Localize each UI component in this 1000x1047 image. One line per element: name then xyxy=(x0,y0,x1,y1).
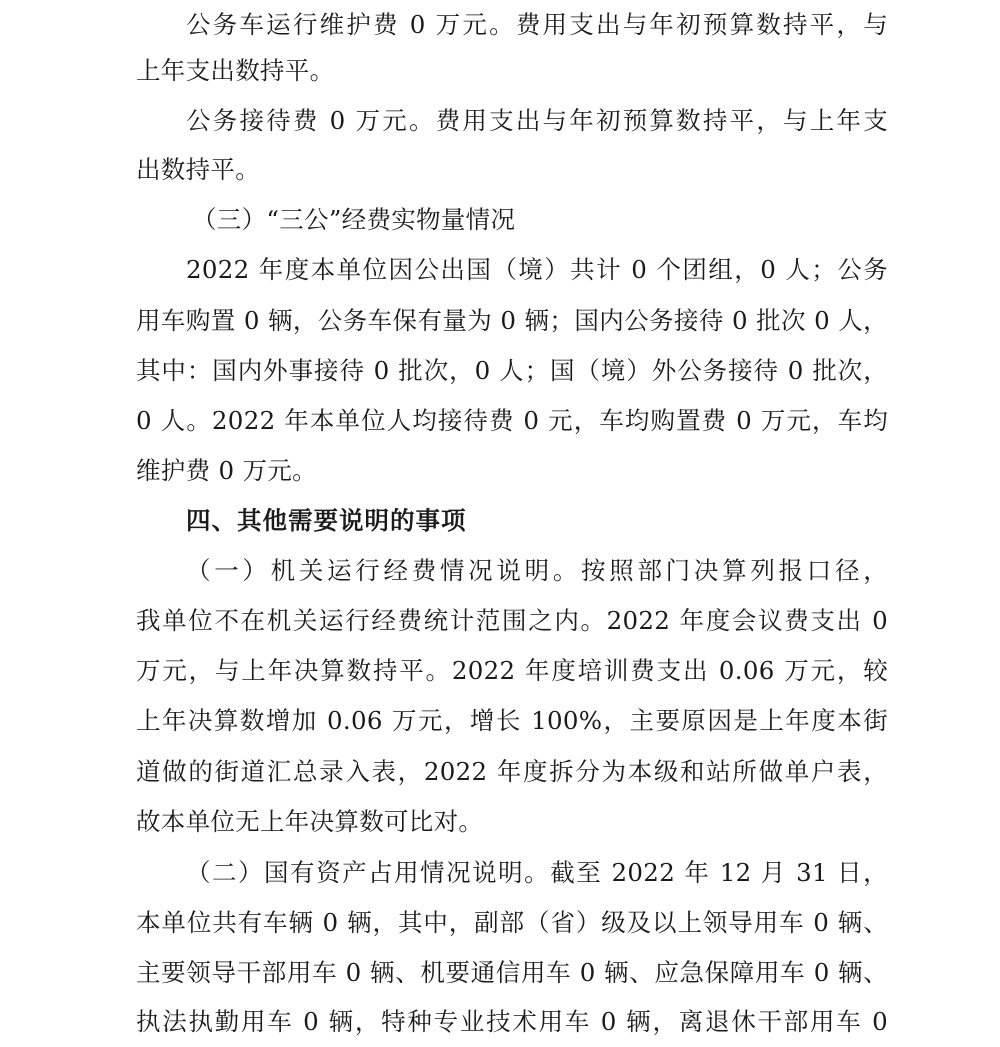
paragraph-line: 出数持平。 xyxy=(136,155,260,184)
paragraph-line: 2022 年度本单位因公出国（境）共计 0 个团组，0 人；公务 xyxy=(186,255,888,284)
paragraph-line: 维护费 0 万元。 xyxy=(136,456,317,485)
paragraph-line: （一）机关运行经费情况说明。按照部门决算列报口径， xyxy=(186,556,888,585)
paragraph-line: 我单位不在机关运行经费统计范围之内。2022 年度会议费支出 0 xyxy=(136,606,888,635)
section-heading: 四、其他需要说明的事项 xyxy=(186,506,467,535)
paragraph-line: 上年支出数持平。 xyxy=(136,56,335,85)
paragraph-line: 故本单位无上年决算数可比对。 xyxy=(136,807,484,836)
paragraph-line: 主要领导干部用车 0 辆、机要通信用车 0 辆、应急保障用车 0 辆、 xyxy=(136,958,888,987)
paragraph-line: 其中：国内外事接待 0 批次，0 人；国（境）外公务接待 0 批次， xyxy=(136,356,888,385)
paragraph-line: 公务车运行维护费 0 万元。费用支出与年初预算数持平，与 xyxy=(186,10,888,39)
paragraph-line: 用车购置 0 辆，公务车保有量为 0 辆；国内公务接待 0 批次 0 人， xyxy=(136,306,888,335)
paragraph-line: 万元，与上年决算数持平。2022 年度培训费支出 0.06 万元，较 xyxy=(136,656,888,685)
paragraph-line: 上年决算数增加 0.06 万元，增长 100%，主要原因是上年度本街 xyxy=(136,706,888,735)
paragraph-line: 本单位共有车辆 0 辆，其中，副部（省）级及以上领导用车 0 辆、 xyxy=(136,908,888,937)
paragraph-line: 0 人。2022 年本单位人均接待费 0 元，车均购置费 0 万元，车均 xyxy=(136,406,888,435)
paragraph-line: 执法执勤用车 0 辆，特种专业技术用车 0 辆，离退休干部用车 0 xyxy=(136,1007,888,1036)
section-subheading: （三）“三公”经费实物量情况 xyxy=(192,205,516,234)
paragraph-line: 公务接待费 0 万元。费用支出与年初预算数持平，与上年支 xyxy=(186,106,888,135)
paragraph-line: 道做的街道汇总录入表，2022 年度拆分为本级和站所做单户表， xyxy=(136,757,888,786)
paragraph-line: （二）国有资产占用情况说明。截至 2022 年 12 月 31 日， xyxy=(186,858,888,887)
